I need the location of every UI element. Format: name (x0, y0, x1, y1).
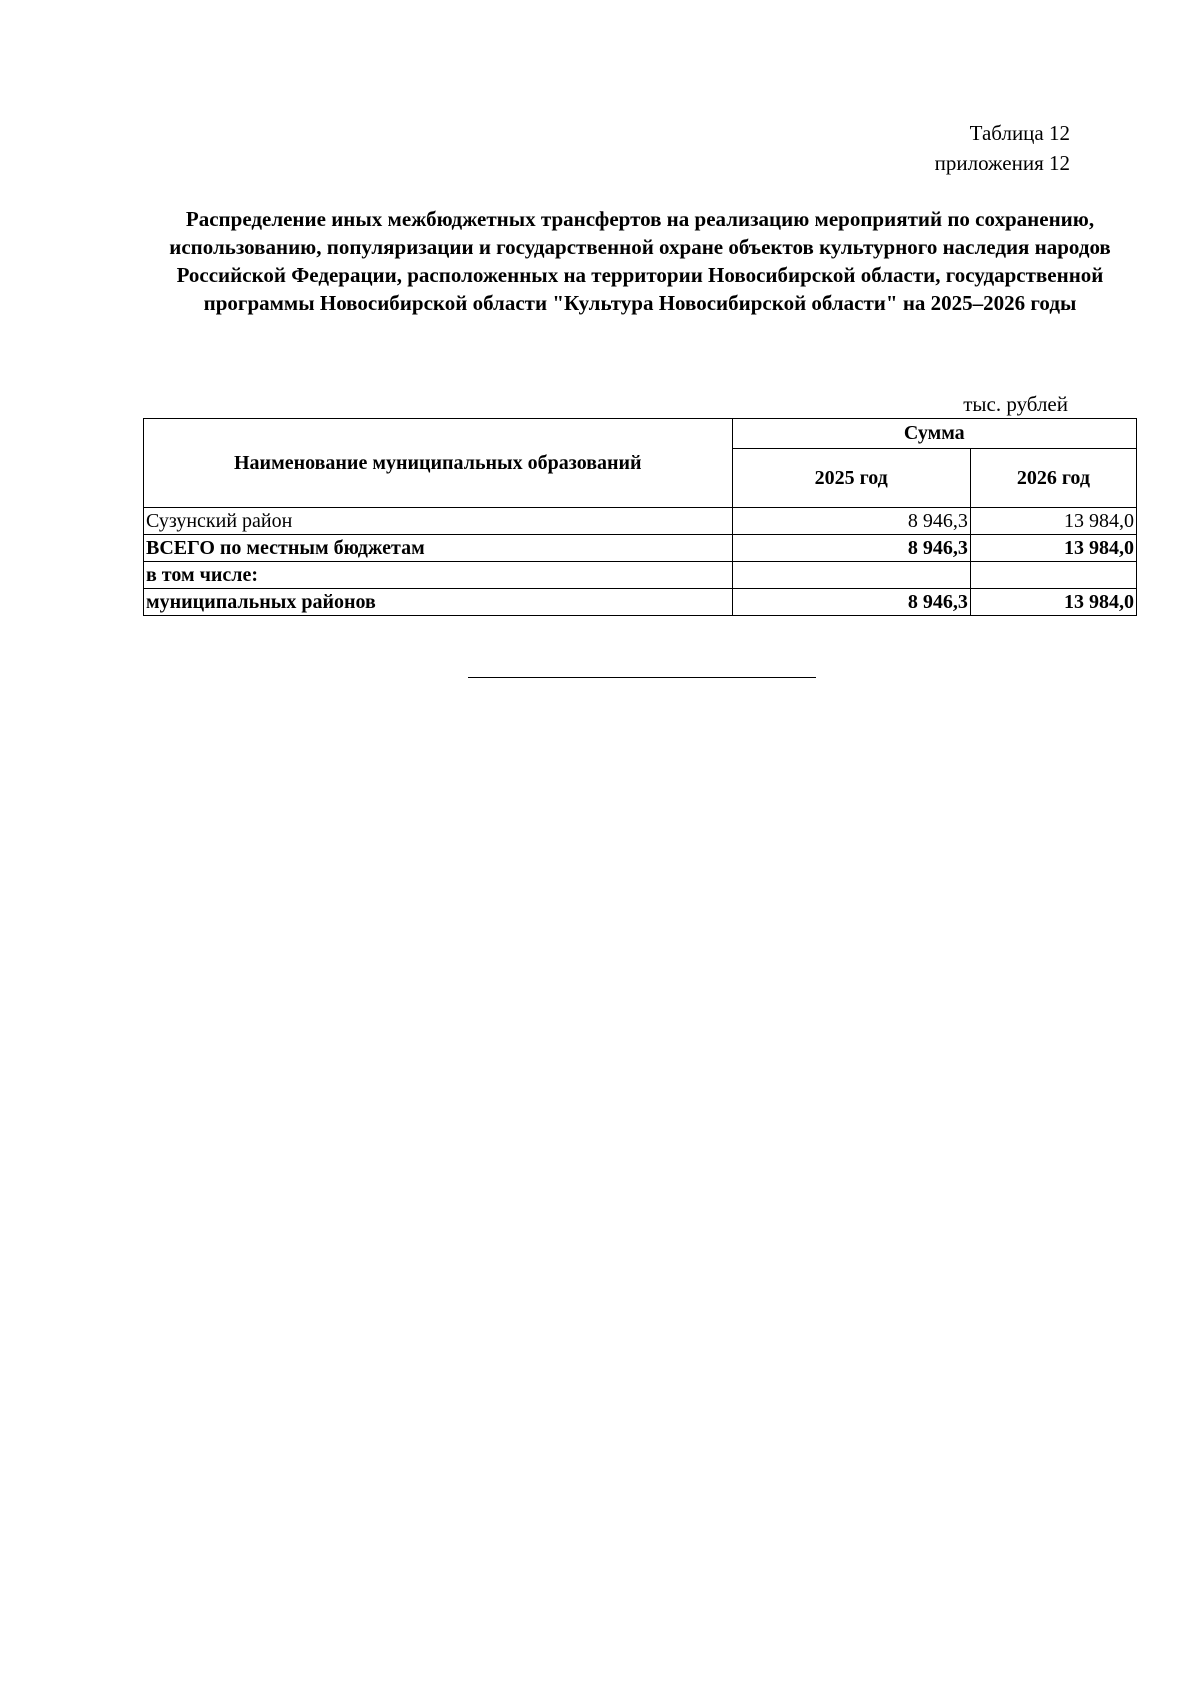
table-row-districts (144, 589, 1137, 616)
closing-rule-divider (468, 677, 816, 678)
row-value-2026: 13 984,0 (970, 508, 1136, 535)
row-name: ВСЕГО по местным бюджетам (144, 535, 733, 562)
distribution-table (143, 418, 1137, 616)
column-header-2026: 2026 год (970, 449, 1136, 508)
row-value-2025: 8 946,3 (732, 535, 970, 562)
units-label: тыс. рублей (963, 392, 1068, 416)
table-row-including (144, 562, 1137, 589)
document-title: Распределение иных межбюджетных трансфертов на реализацию мероприятий по сохранению, использованию, популяризации и государственной охране объектов культурного наследия народов Российской Федерации, расположенных на территории Новосибирской области, государственной программы Новосибирской области "Культура Новосибирской области" на 2025–2026 годы (169, 207, 1111, 315)
row-value-2026: 13 984,0 (970, 589, 1136, 616)
row-name: муниципальных районов (144, 589, 733, 616)
row-value-2026: 13 984,0 (970, 535, 1136, 562)
appendix-reference (935, 118, 1070, 178)
row-name: Сузунский район (144, 508, 733, 535)
column-header-2025: 2025 год (732, 449, 970, 508)
column-header-municipality: Наименование муниципальных образований (144, 419, 733, 508)
row-value-2025: 8 946,3 (732, 508, 970, 535)
row-value-2025 (732, 562, 970, 589)
row-name: в том числе: (144, 562, 733, 589)
column-header-sum: Сумма (732, 419, 1136, 449)
row-value-2026 (970, 562, 1136, 589)
table-row-total (144, 535, 1137, 562)
table-label: Таблица 12 (969, 121, 1070, 145)
row-value-2025: 8 946,3 (732, 589, 970, 616)
table-row (144, 508, 1137, 535)
appendix-label: приложения 12 (934, 151, 1070, 175)
